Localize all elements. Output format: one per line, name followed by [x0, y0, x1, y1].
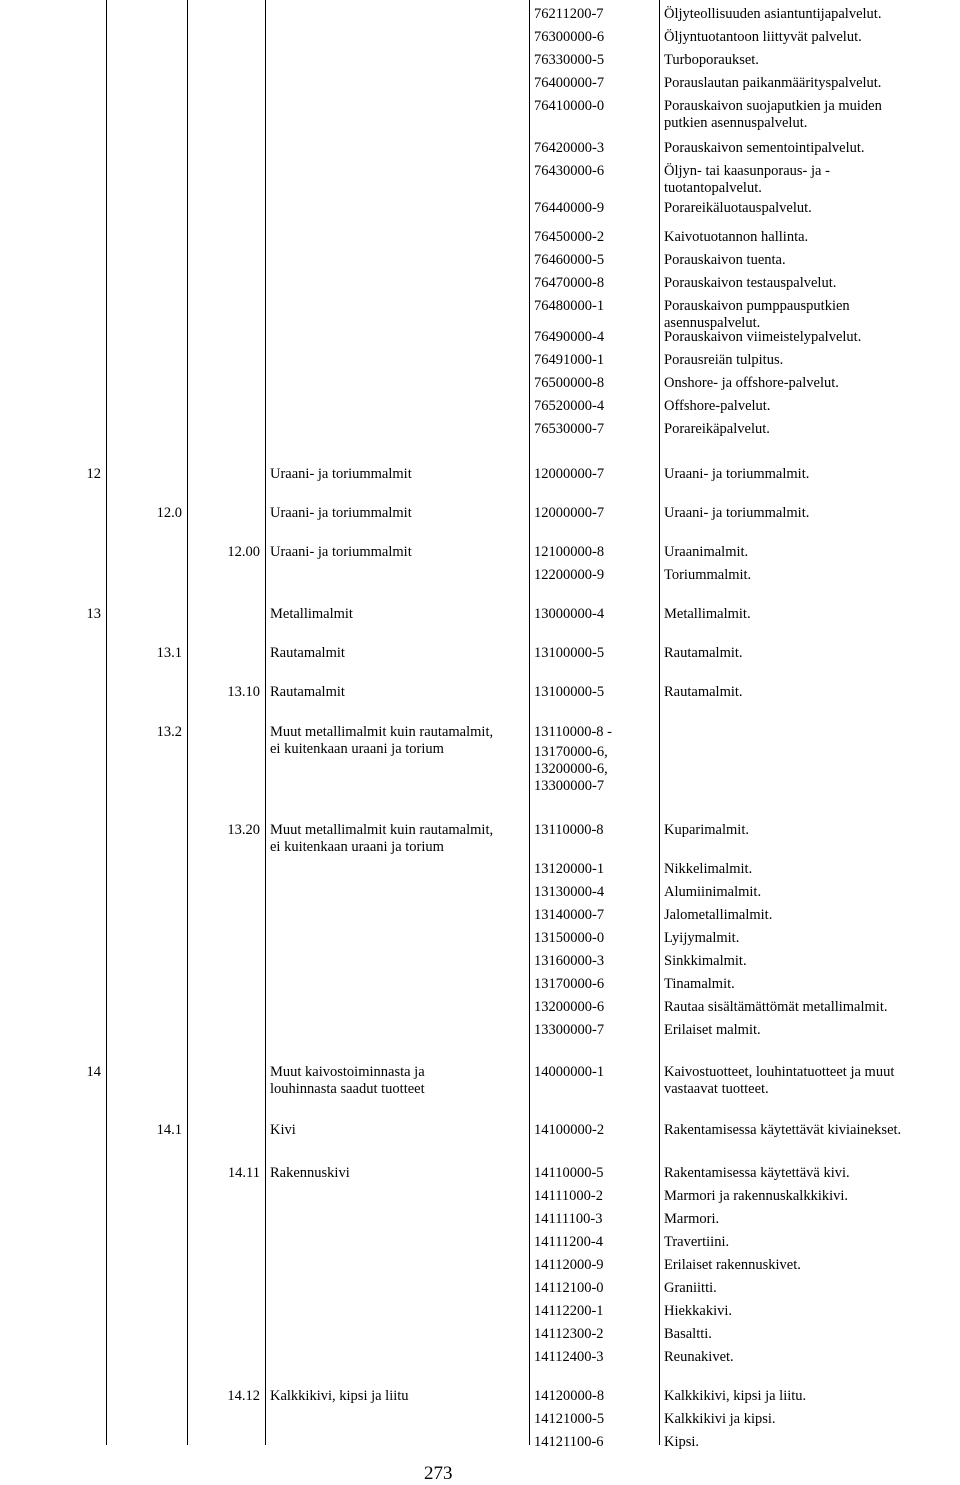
cpv-code: 13110000-8 — [534, 822, 604, 838]
cpv-description: Uraanimalmit. — [664, 544, 749, 560]
class-code: 14.11 — [227, 1165, 260, 1181]
class-name: Rautamalmit — [270, 684, 345, 700]
cpv-description: Porausreiän tulpitus. — [664, 352, 784, 368]
cpv-description: Marmori ja rakennuskalkkikivi. — [664, 1188, 849, 1204]
class-name: Metallimalmit — [270, 606, 353, 622]
cpv-code: 76330000-5 — [534, 52, 605, 68]
cpv-description: Öljyn- tai kaasunporaus- ja - — [664, 163, 830, 179]
cpv-description: Reunakivet. — [664, 1349, 734, 1365]
cpv-description: Onshore- ja offshore-palvelut. — [664, 375, 839, 391]
class-code: 13.20 — [227, 822, 260, 838]
cpv-code: 14112300-2 — [534, 1326, 604, 1342]
class-name: ei kuitenkaan uraani ja torium — [270, 839, 444, 855]
class-name: louhinnasta saadut tuotteet — [270, 1081, 425, 1097]
cpv-code: 13110000-8 - — [534, 724, 612, 740]
cpv-code: 76460000-5 — [534, 252, 605, 268]
cpv-code: 12200000-9 — [534, 567, 605, 583]
cpv-description: Öljyteollisuuden asiantuntijapalvelut. — [664, 6, 882, 22]
cpv-description: Porauskaivon sementointipalvelut. — [664, 140, 865, 156]
page-number: 273 — [424, 1463, 453, 1484]
cpv-description: Porauskaivon tuenta. — [664, 252, 786, 268]
class-code: 12.00 — [227, 544, 260, 560]
cpv-code: 76211200-7 — [534, 6, 604, 22]
class-code: 14.12 — [227, 1388, 260, 1404]
cpv-description: Tinamalmit. — [664, 976, 735, 992]
cpv-code: 14111100-3 — [534, 1211, 603, 1227]
class-name: Muut metallimalmit kuin rautamalmit, — [270, 724, 494, 740]
cpv-code: 13300000-7 — [534, 1022, 605, 1038]
cpv-code: 76520000-4 — [534, 398, 605, 414]
cpv-description: Rautamalmit. — [664, 645, 743, 661]
cpv-description: Porauskaivon pumppausputkien — [664, 298, 850, 314]
cpv-code: 14100000-2 — [534, 1122, 605, 1138]
class-name: Muut metallimalmit kuin rautamalmit, — [270, 822, 494, 838]
cpv-code: 76490000-4 — [534, 329, 605, 345]
cpv-description: Porauskaivon viimeistelypalvelut. — [664, 329, 862, 345]
cpv-code: 14111000-2 — [534, 1188, 604, 1204]
cpv-description: Porauskaivon suojaputkien ja muiden — [664, 98, 882, 114]
class-code: 13.2 — [156, 724, 182, 740]
class-name: Muut kaivostoiminnasta ja — [270, 1064, 425, 1080]
cpv-code: 14112000-9 — [534, 1257, 604, 1273]
cpv-code: 14112400-3 — [534, 1349, 604, 1365]
cpv-code: 12000000-7 — [534, 466, 605, 482]
class-code: 13 — [86, 606, 101, 622]
class-name: Kivi — [270, 1122, 296, 1138]
cpv-description: Uraani- ja toriummalmit. — [664, 505, 810, 521]
cpv-code: 12100000-8 — [534, 544, 605, 560]
cpv-code: 14111200-4 — [534, 1234, 604, 1250]
cpv-description: Porareikäpalvelut. — [664, 421, 770, 437]
cpv-description: Turboporaukset. — [664, 52, 759, 68]
cpv-description: Rautaa sisältämättömät metallimalmit. — [664, 999, 888, 1015]
column-rule-2 — [187, 0, 188, 1445]
cpv-code: 13130000-4 — [534, 884, 605, 900]
cpv-code: 14112200-1 — [534, 1303, 604, 1319]
cpv-code: 76400000-7 — [534, 75, 605, 91]
class-code: 12.0 — [156, 505, 182, 521]
cpv-code: 13160000-3 — [534, 953, 605, 969]
cpv-code: 76410000-0 — [534, 98, 605, 114]
class-name: Rautamalmit — [270, 645, 345, 661]
cpv-description: Porareikäluotauspalvelut. — [664, 200, 812, 216]
cpv-code: 14120000-8 — [534, 1388, 605, 1404]
cpv-description: Kipsi. — [664, 1434, 700, 1450]
class-code: 12 — [86, 466, 101, 482]
cpv-description: Graniitti. — [664, 1280, 717, 1296]
cpv-code: 76440000-9 — [534, 200, 605, 216]
cpv-description: Nikkelimalmit. — [664, 861, 753, 877]
column-rule-4 — [529, 0, 530, 1445]
cpv-description: Lyijymalmit. — [664, 930, 740, 946]
cpv-description: Alumiinimalmit. — [664, 884, 762, 900]
class-name: ei kuitenkaan uraani ja torium — [270, 741, 444, 757]
column-rule-3 — [265, 0, 266, 1445]
cpv-code: 13200000-6 — [534, 999, 605, 1015]
cpv-description: vastaavat tuotteet. — [664, 1081, 769, 1097]
cpv-description: Travertiini. — [664, 1234, 730, 1250]
cpv-code: 76430000-6 — [534, 163, 605, 179]
class-code: 13.10 — [227, 684, 260, 700]
cpv-description: Erilaiset rakennuskivet. — [664, 1257, 801, 1273]
cpv-code: 13120000-1 — [534, 861, 605, 877]
cpv-code: 76480000-1 — [534, 298, 605, 314]
cpv-description: Hiekkakivi. — [664, 1303, 733, 1319]
cpv-code: 14110000-5 — [534, 1165, 604, 1181]
cpv-code: 13200000-6, — [534, 761, 608, 777]
cpv-description: Basaltti. — [664, 1326, 712, 1342]
cpv-description: Rakentamisessa käytettävä kivi. — [664, 1165, 850, 1181]
column-rule-1 — [106, 0, 107, 1445]
cpv-code: 13100000-5 — [534, 684, 605, 700]
cpv-code: 13170000-6 — [534, 976, 605, 992]
cpv-description: putkien asennuspalvelut. — [664, 115, 808, 131]
cpv-code: 14121000-5 — [534, 1411, 605, 1427]
cpv-code: 76450000-2 — [534, 229, 605, 245]
cpv-code: 13150000-0 — [534, 930, 605, 946]
class-name: Uraani- ja toriummalmit — [270, 466, 412, 482]
cpv-description: Porauskaivon testauspalvelut. — [664, 275, 837, 291]
cpv-description: Erilaiset malmit. — [664, 1022, 761, 1038]
cpv-description: Rautamalmit. — [664, 684, 743, 700]
cpv-description: tuotantopalvelut. — [664, 180, 762, 196]
cpv-code: 76300000-6 — [534, 29, 605, 45]
cpv-code: 14000000-1 — [534, 1064, 605, 1080]
cpv-description: Uraani- ja toriummalmit. — [664, 466, 810, 482]
cpv-code: 13140000-7 — [534, 907, 605, 923]
cpv-description: Kuparimalmit. — [664, 822, 749, 838]
cpv-description: Metallimalmit. — [664, 606, 751, 622]
cpv-code: 14112100-0 — [534, 1280, 604, 1296]
cpv-code: 13000000-4 — [534, 606, 605, 622]
class-name: Uraani- ja toriummalmit — [270, 544, 412, 560]
cpv-code: 76500000-8 — [534, 375, 605, 391]
class-name: Uraani- ja toriummalmit — [270, 505, 412, 521]
class-code: 13.1 — [156, 645, 182, 661]
cpv-code: 76470000-8 — [534, 275, 605, 291]
cpv-code: 76420000-3 — [534, 140, 605, 156]
cpv-description: Kaivostuotteet, louhintatuotteet ja muut — [664, 1064, 895, 1080]
cpv-description: Rakentamisessa käytettävät kiviainekset. — [664, 1122, 902, 1138]
cpv-code: 12000000-7 — [534, 505, 605, 521]
cpv-description: Sinkkimalmit. — [664, 953, 747, 969]
cpv-description: Jalometallimalmit. — [664, 907, 773, 923]
class-name: Rakennuskivi — [270, 1165, 350, 1181]
cpv-description: Kaivotuotannon hallinta. — [664, 229, 809, 245]
class-code: 14 — [86, 1064, 101, 1080]
cpv-code: 13300000-7 — [534, 778, 605, 794]
cpv-code: 76491000-1 — [534, 352, 605, 368]
cpv-description: Marmori. — [664, 1211, 720, 1227]
class-code: 14.1 — [156, 1122, 182, 1138]
cpv-code: 76530000-7 — [534, 421, 605, 437]
cpv-description: Porauslautan paikanmäärityspalvelut. — [664, 75, 882, 91]
class-name: Kalkkikivi, kipsi ja liitu — [270, 1388, 409, 1404]
cpv-description: Kalkkikivi, kipsi ja liitu. — [664, 1388, 807, 1404]
column-rule-5 — [659, 0, 660, 1445]
cpv-code: 14121100-6 — [534, 1434, 604, 1450]
cpv-description: Öljyntuotantoon liittyvät palvelut. — [664, 29, 862, 45]
cpv-code: 13100000-5 — [534, 645, 605, 661]
cpv-description: Offshore-palvelut. — [664, 398, 771, 414]
cpv-code: 13170000-6, — [534, 744, 608, 760]
cpv-description: asennuspalvelut. — [664, 315, 761, 331]
cpv-description: Kalkkikivi ja kipsi. — [664, 1411, 776, 1427]
cpv-description: Toriummalmit. — [664, 567, 752, 583]
